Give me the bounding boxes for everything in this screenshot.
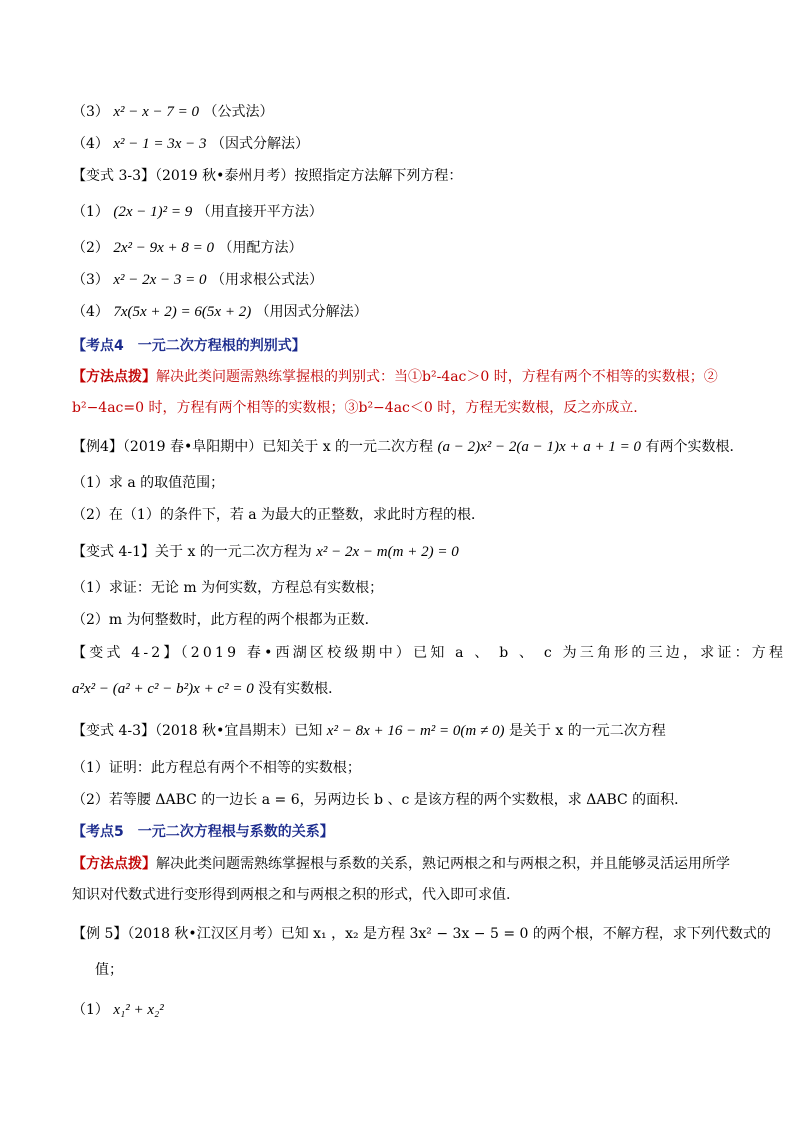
equation: 7x(5x + 2) = 6(5x + 2) [113, 304, 252, 320]
variant-text: 【变式 4-3】（2018 秋•宜昌期末）已知 [72, 723, 323, 739]
method-note: （用因式分解法） [255, 304, 368, 320]
variant-4-2-equation-line [72, 679, 724, 699]
variant-3-3-item-1 [72, 202, 724, 222]
method-note: （用配方法） [218, 240, 303, 256]
method-note: （用直接开平方法） [196, 204, 323, 220]
problem-3 [72, 102, 724, 122]
method-note: （公式法） [203, 104, 274, 120]
tip-text: 解决此类问题需熟练掌握根的判别式：当①b²-4ac＞0 时，方程有两个不相等的实数根；② [156, 369, 718, 385]
item-label: （3） [72, 104, 109, 120]
item-label: （1） [72, 204, 109, 220]
variant-text-end: 没有实数根． [258, 681, 343, 697]
equation: x² − x − 7 = 0 [113, 104, 200, 120]
equation: x² − 2x − 3 = 0 [113, 272, 207, 288]
variant-4-3-title [72, 721, 724, 741]
variant-4-1-title [72, 542, 724, 562]
item-label: （4） [72, 136, 109, 152]
equation: (a − 2)x² − 2(a − 1)x + a + 1 = 0 [437, 439, 642, 455]
variant-3-3-item-3 [72, 270, 724, 290]
variant-4-3-part-1: （1）证明：此方程总有两个不相等的实数根； [72, 760, 361, 776]
variant-3-3-item-4 [72, 302, 724, 322]
tip-label: 【方法点拨】 [72, 369, 156, 385]
problem-4 [72, 134, 724, 154]
tip-label: 【方法点拨】 [72, 856, 156, 872]
method-note: （因式分解法） [211, 136, 310, 152]
item-label: （1） [72, 1002, 109, 1018]
equation: a²x² − (a² + c² − b²)x + c² = 0 [72, 681, 254, 697]
variant-text-end: 是关于 x 的一元二次方程 [508, 723, 666, 739]
method-tip-5-line-2: 知识对代数式进行变形得到两根之和与两根之积的形式，代入即可求值. [72, 887, 511, 903]
equation: x² − 8x + 16 − m² = 0(m ≠ 0) [326, 723, 505, 739]
tip-text: 解决此类问题需熟练掌握根与系数的关系，熟记两根之和与两根之积，并且能够灵活运用所学 [156, 856, 730, 872]
example-4-title [72, 437, 744, 457]
variant-4-3-part-2: （2）若等腰 ΔABC 的一边长 a = 6，另两边长 b 、c 是该方程的两个实数根，求 ΔABC 的面积． [72, 792, 689, 808]
equation: x² − 1 = 3x − 3 [113, 136, 207, 152]
method-tip-4-line-1 [72, 367, 724, 387]
variant-4-1-part-2: （2）m 为何整数时，此方程的两个根都为正数． [72, 612, 379, 628]
variant-3-3-title: 【变式 3-3】（2019 秋•泰州月考）按照指定方法解下列方程： [72, 168, 463, 184]
section-heading-4: 【考点4 一元二次方程根的判别式】 [72, 338, 306, 354]
item-label: （3） [72, 272, 109, 288]
example-5-title: 【例 5】（2018 秋•江汉区月考）已知 x₁ ，x₂ 是方程 3x² − 3x − 5 = 0 的两个根，不解方程，求下列代数式的 [72, 926, 771, 942]
expression: x₁² + x₂² [113, 1002, 164, 1018]
item-label: （2） [72, 240, 109, 256]
equation: 2x² − 9x + 8 = 0 [113, 240, 215, 256]
variant-3-3-item-2 [72, 238, 724, 258]
item-label: （4） [72, 304, 109, 320]
equation: (2x − 1)² = 9 [113, 204, 193, 220]
variant-text: 【变式 4-1】关于 x 的一元二次方程为 [72, 544, 312, 560]
variant-4-1-part-1: （1）求证：无论 m 为何实数，方程总有实数根； [72, 580, 384, 596]
example-5-part-1 [72, 1000, 724, 1020]
example-text: 【例4】（2019 春•阜阳期中）已知关于 x 的一元二次方程 [72, 439, 434, 455]
example-5-title-cont: 值； [95, 962, 123, 978]
example-4-part-1: （1）求 a 的取值范围； [72, 475, 225, 491]
variant-4-2-title: 【变式 4-2】（2019 春•西湖区校级期中）已知 a 、 b 、 c 为三角形的三边，求证：方程 [72, 645, 787, 661]
example-text-end: 有两个实数根． [645, 439, 744, 455]
method-tip-4-line-2: b²−4ac=0 时，方程有两个相等的实数根；③b²−4ac＜0 时，方程无实数根，反之亦成立. [72, 400, 638, 416]
equation: x² − 2x − m(m + 2) = 0 [316, 544, 459, 560]
example-4-part-2: （2）在（1）的条件下，若 a 为最大的正整数，求此时方程的根． [72, 507, 486, 523]
method-note: （用求根公式法） [211, 272, 324, 288]
section-heading-5: 【考点5 一元二次方程根与系数的关系】 [72, 824, 334, 840]
method-tip-5-line-1 [72, 854, 730, 874]
